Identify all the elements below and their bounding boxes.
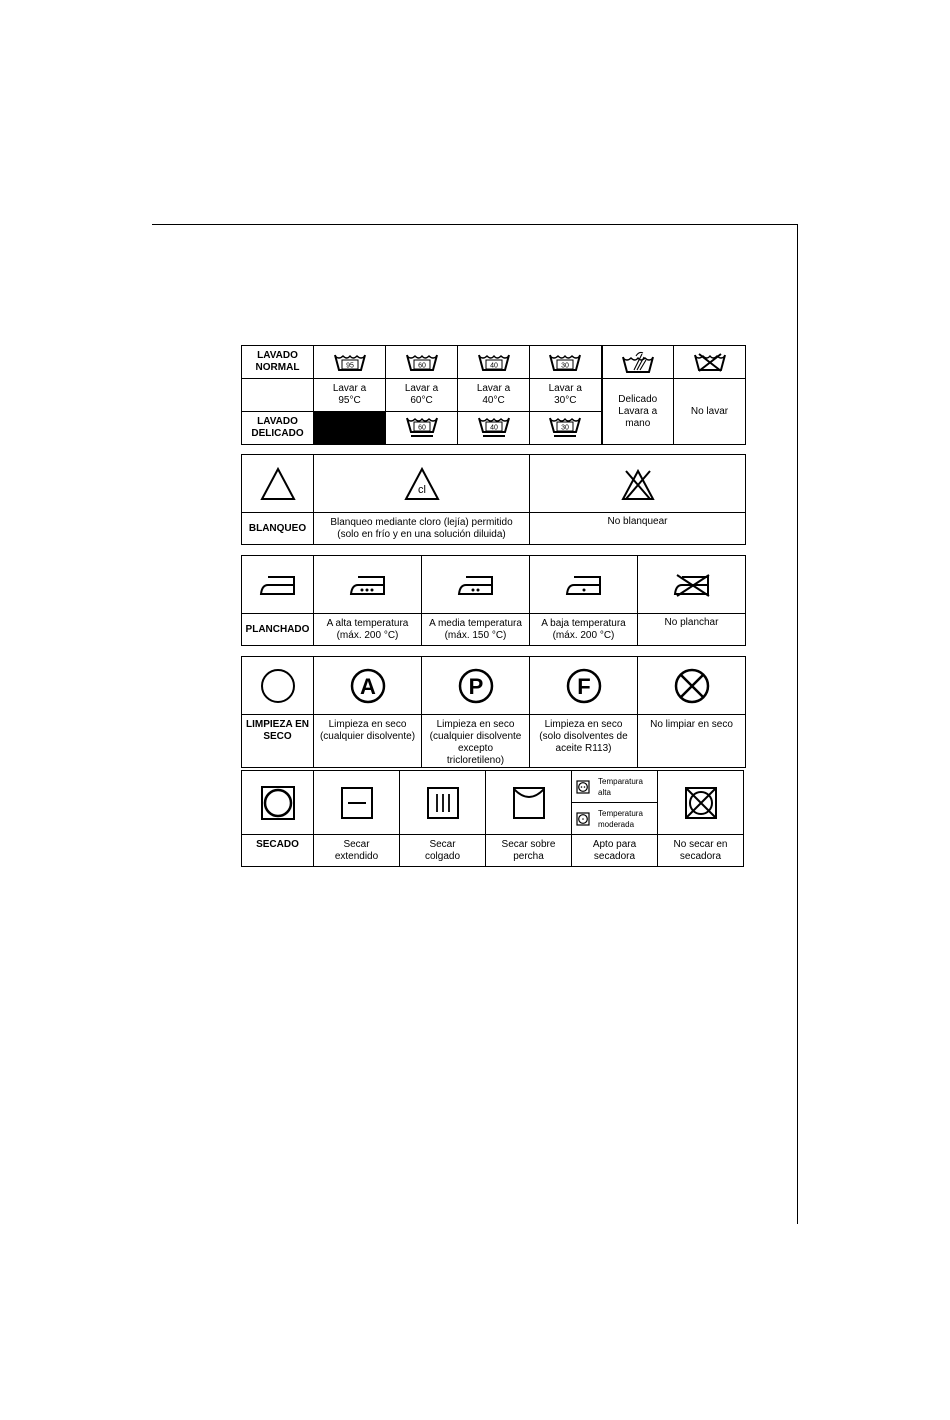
page-top-rule xyxy=(152,224,798,225)
temp-moderate-text: Temperatura moderada xyxy=(598,808,643,829)
no-dry-clean-text: No limpiar en seco xyxy=(638,715,746,768)
dry-clean-f-letter: F xyxy=(576,673,591,699)
dry-clean-p-icon xyxy=(422,657,530,715)
no-iron-icon xyxy=(638,556,746,614)
iron-high-icon xyxy=(314,556,422,614)
dry-clean-a-letter: A xyxy=(359,673,376,699)
wash-60-text: Lavar a 60°C xyxy=(386,379,458,412)
page-right-rule xyxy=(797,224,798,1224)
wash-40-icon xyxy=(458,346,530,379)
dry-clean-p-text: Limpieza en seco (cualquier disolvente excepto tricloretileno) xyxy=(422,715,530,768)
wash-30-text: Lavar a 30°C xyxy=(530,379,602,412)
dry-clean-icon xyxy=(242,657,314,715)
tumble-high-icon xyxy=(576,780,590,794)
bleach-cl-text: cl xyxy=(417,483,426,496)
lavado-delicado-label: LAVADO DELICADO xyxy=(242,412,314,445)
blanqueo-table xyxy=(241,454,746,545)
tumble-ok-text: Apto para secadora xyxy=(572,835,658,867)
lavado-table xyxy=(241,345,746,445)
no-tumble-dry-icon xyxy=(658,771,744,835)
no-tumble-text: No secar en secadora xyxy=(658,835,744,867)
no-bleach-text: No blanquear xyxy=(530,513,746,545)
dry-flat-icon xyxy=(314,771,400,835)
line-dry-text: Secar sobre percha xyxy=(486,835,572,867)
iron-medium-icon xyxy=(422,556,530,614)
drip-dry-text: Secar colgado xyxy=(400,835,486,867)
iron-icon xyxy=(242,556,314,614)
delicate-40-temp: 40 xyxy=(489,424,498,432)
wash-95-icon xyxy=(314,346,386,379)
dry-clean-a-text: Limpieza en seco (cualquier disolvente) xyxy=(314,715,422,768)
delicate-60-temp: 60 xyxy=(417,424,426,432)
drip-dry-icon xyxy=(400,771,486,835)
dry-clean-f-icon xyxy=(530,657,638,715)
secado-table xyxy=(241,770,744,867)
bleach-any-icon xyxy=(242,455,314,513)
delicate-60-icon xyxy=(386,412,458,445)
iron-low-text: A baja temperatura (máx. 200 °C) xyxy=(530,614,638,646)
dry-flat-text: Secar extendido xyxy=(314,835,400,867)
blanqueo-label: BLANQUEO xyxy=(242,513,314,545)
secado-label: SECADO xyxy=(242,835,314,867)
dry-clean-p-letter: P xyxy=(468,673,483,699)
temp-high-row xyxy=(572,771,658,803)
limpieza-label: LIMPIEZA EN SECO xyxy=(242,715,314,768)
tumble-moderate-icon xyxy=(576,812,590,826)
dry-clean-a-icon xyxy=(314,657,422,715)
limpieza-table xyxy=(241,656,746,768)
no-bleach-icon xyxy=(530,455,746,513)
temp-moderate-row xyxy=(572,803,658,835)
iron-high-text: A alta temperatura (máx. 200 °C) xyxy=(314,614,422,646)
planchado-table xyxy=(241,555,746,646)
wash-60-temp: 60 xyxy=(417,362,426,370)
wash-30-icon xyxy=(530,346,602,379)
bleach-chlorine-text: Blanqueo mediante cloro (lejía) permitido (solo en frío y en una solución diluida) xyxy=(314,513,530,545)
wash-95-temp: 95 xyxy=(345,362,354,370)
no-iron-text: No planchar xyxy=(638,614,746,646)
wash-95-text: Lavar a 95°C xyxy=(314,379,386,412)
wash-60-icon xyxy=(386,346,458,379)
temp-high-text: Temparatura alta xyxy=(598,776,643,797)
lavado-normal-label: LAVADO NORMAL xyxy=(242,346,314,379)
wash-40-text: Lavar a 40°C xyxy=(458,379,530,412)
dry-clean-f-text: Limpieza en seco (solo disolventes de aceite R113) xyxy=(530,715,638,768)
wash-30-temp: 30 xyxy=(561,362,570,370)
iron-medium-text: A media temperatura (máx. 150 °C) xyxy=(422,614,530,646)
delicate-30-temp: 30 xyxy=(561,424,570,432)
iron-low-icon xyxy=(530,556,638,614)
line-dry-icon xyxy=(486,771,572,835)
hand-wash-text: Delicado Lavara a mano xyxy=(602,379,674,445)
no-wash-text: No lavar xyxy=(674,379,746,445)
planchado-label: PLANCHADO xyxy=(242,614,314,646)
no-dry-clean-icon xyxy=(638,657,746,715)
delicate-40-icon xyxy=(458,412,530,445)
lavado-empty-cell xyxy=(242,379,314,412)
bleach-chlorine-icon xyxy=(314,455,530,513)
tumble-dry-icon xyxy=(242,771,314,835)
hand-wash-icon xyxy=(602,346,674,379)
delicate-30-icon xyxy=(530,412,602,445)
delicate-95-blackout xyxy=(314,412,386,445)
wash-40-temp: 40 xyxy=(489,362,498,370)
no-wash-icon xyxy=(674,346,746,379)
